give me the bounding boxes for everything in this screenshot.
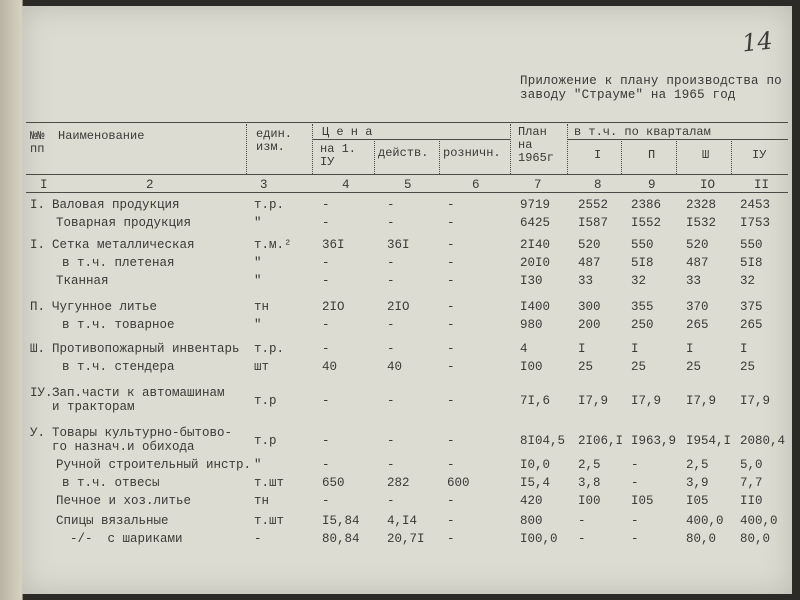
cell-item-name: Зап.части к автомашинам и тракторам (52, 386, 225, 414)
cell-quarter-2: I7,9 (631, 394, 662, 408)
cell-price-current: 282 (387, 476, 410, 490)
cell-price-on-1-iv: - (322, 318, 330, 332)
cell-quarter-4: 375 (740, 300, 763, 314)
cell-row-number: У. (30, 426, 46, 440)
column-number-7: 7 (534, 178, 542, 192)
cell-item-name: Ручной строительный инстр. (56, 458, 252, 472)
cell-quarter-4: 7,7 (740, 476, 763, 490)
cell-unit: " (254, 274, 262, 288)
document-header-note: Приложение к плану производства по заводу "Страуме" на 1965 год (520, 74, 782, 102)
cell-price-on-1-iv: - (322, 458, 330, 472)
cell-quarter-3: 487 (686, 256, 709, 270)
cell-quarter-2: 355 (631, 300, 654, 314)
cell-quarter-3: I (686, 342, 694, 356)
cell-item-name: Товары культурно-бытово- го назнач.и обихода (52, 426, 233, 454)
cell-price-on-1-iv: - (322, 494, 330, 508)
table-top-rule (26, 122, 788, 123)
cell-price-retail: - (447, 360, 455, 374)
cell-row-number: Ш. (30, 342, 46, 356)
cell-price-on-1-iv: - (322, 216, 330, 230)
cell-item-name: Товарная продукция (56, 216, 192, 230)
header-q4: IУ (752, 148, 767, 162)
cell-row-number: I. (30, 198, 46, 212)
cell-quarter-1: 2I06,I (578, 434, 624, 448)
column-number-2: 2 (146, 178, 154, 192)
cell-quarter-2: - (631, 514, 639, 528)
divider-price-2 (374, 141, 375, 174)
cell-quarter-4: 5I8 (740, 256, 763, 270)
cell-plan-1965: 800 (520, 514, 543, 528)
header-plan: План на 1965г (518, 125, 555, 165)
cell-quarter-1: 2,5 (578, 458, 601, 472)
cell-quarter-1: I587 (578, 216, 609, 230)
divider-q2 (621, 141, 622, 174)
cell-quarter-4: 2080,4 (740, 434, 786, 448)
cell-price-current: - (387, 198, 395, 212)
cell-price-current: 4,I4 (387, 514, 418, 528)
cell-price-on-1-iv: - (322, 198, 330, 212)
cell-plan-1965: 9719 (520, 198, 551, 212)
cell-quarter-1: 520 (578, 238, 601, 252)
cell-quarter-4: I (740, 342, 748, 356)
cell-quarter-3: 2328 (686, 198, 717, 212)
cell-quarter-2: I (631, 342, 639, 356)
divider-quarters (567, 124, 568, 174)
cell-quarter-2: - (631, 532, 639, 546)
cell-quarter-3: 520 (686, 238, 709, 252)
divider-q4 (731, 141, 732, 174)
cell-quarter-1: 25 (578, 360, 594, 374)
cell-quarter-1: I00 (578, 494, 601, 508)
cell-quarter-1: I (578, 342, 586, 356)
quarters-group-rule (567, 139, 788, 140)
cell-item-name: Противопожарный инвентарь (52, 342, 240, 356)
cell-plan-1965: I00 (520, 360, 543, 374)
cell-quarter-1: 200 (578, 318, 601, 332)
divider-price (312, 124, 313, 174)
cell-unit: - (254, 532, 262, 546)
header-price-1: на 1. IУ (320, 142, 357, 169)
cell-price-retail: - (447, 394, 455, 408)
cell-price-retail: - (447, 434, 455, 448)
cell-plan-1965: I5,4 (520, 476, 551, 490)
cell-item-name: Чугунное литье (52, 300, 158, 314)
column-number-1: I (40, 178, 48, 192)
header-no: №№ пп (30, 129, 45, 156)
cell-row-number: П. (30, 300, 46, 314)
document-page (22, 6, 792, 594)
table-header-rule (26, 174, 788, 175)
cell-quarter-1: 3,8 (578, 476, 601, 490)
cell-row-number: I. (30, 238, 46, 252)
cell-price-retail: - (447, 274, 455, 288)
cell-price-current: 36I (387, 238, 410, 252)
cell-price-current: - (387, 494, 395, 508)
cell-quarter-1: - (578, 532, 586, 546)
cell-item-name: Печное и хоз.литье (56, 494, 192, 508)
cell-plan-1965: 7I,6 (520, 394, 551, 408)
cell-plan-1965: I30 (520, 274, 543, 288)
cell-quarter-3: I05 (686, 494, 709, 508)
cell-quarter-3: 3,9 (686, 476, 709, 490)
cell-unit: т.р. (254, 198, 285, 212)
cell-plan-1965: 2I40 (520, 238, 551, 252)
cell-quarter-1: 487 (578, 256, 601, 270)
cell-price-current: - (387, 274, 395, 288)
cell-price-on-1-iv: 80,84 (322, 532, 360, 546)
cell-price-current: - (387, 458, 395, 472)
cell-price-current: 20,7I (387, 532, 425, 546)
cell-price-on-1-iv: 650 (322, 476, 345, 490)
cell-quarter-3: 370 (686, 300, 709, 314)
cell-unit: " (254, 216, 262, 230)
cell-unit: тн (254, 494, 270, 508)
cell-quarter-4: 80,0 (740, 532, 771, 546)
cell-quarter-4: I753 (740, 216, 771, 230)
cell-price-retail: - (447, 198, 455, 212)
cell-price-retail: - (447, 532, 455, 546)
cell-price-current: - (387, 216, 395, 230)
cell-unit: тн (254, 300, 270, 314)
cell-price-current: 40 (387, 360, 403, 374)
header-price-group: Ц е н а (322, 125, 373, 139)
cell-price-on-1-iv: - (322, 274, 330, 288)
cell-price-current: - (387, 394, 395, 408)
cell-quarter-1: - (578, 514, 586, 528)
cell-price-current: - (387, 434, 395, 448)
cell-quarter-1: 300 (578, 300, 601, 314)
book-binding (0, 0, 23, 600)
cell-quarter-2: 5I8 (631, 256, 654, 270)
cell-price-current: - (387, 318, 395, 332)
cell-price-retail: - (447, 216, 455, 230)
cell-quarter-1: 33 (578, 274, 594, 288)
cell-price-retail: 600 (447, 476, 470, 490)
column-number-3: 3 (260, 178, 268, 192)
cell-quarter-4: 5,0 (740, 458, 763, 472)
cell-unit: " (254, 458, 262, 472)
price-group-rule (312, 139, 510, 140)
divider-unit (246, 124, 247, 174)
cell-quarter-4: 550 (740, 238, 763, 252)
cell-price-on-1-iv: 40 (322, 360, 338, 374)
cell-unit: " (254, 256, 262, 270)
column-number-9: 9 (648, 178, 656, 192)
cell-item-name: в т.ч. товарное (62, 318, 175, 332)
cell-quarter-2: 250 (631, 318, 654, 332)
cell-price-on-1-iv: 36I (322, 238, 345, 252)
cell-plan-1965: 420 (520, 494, 543, 508)
column-number-6: 6 (472, 178, 480, 192)
cell-quarter-3: 265 (686, 318, 709, 332)
column-number-11: II (754, 178, 770, 192)
cell-price-retail: - (447, 514, 455, 528)
column-number-5: 5 (404, 178, 412, 192)
divider-q3 (676, 141, 677, 174)
cell-quarter-3: 400,0 (686, 514, 724, 528)
cell-quarter-4: 400,0 (740, 514, 778, 528)
cell-quarter-2: 25 (631, 360, 647, 374)
cell-item-name: Сетка металлическая (52, 238, 195, 252)
cell-plan-1965: 4 (520, 342, 528, 356)
divider-plan (510, 124, 511, 174)
cell-price-retail: - (447, 318, 455, 332)
cell-plan-1965: I00,0 (520, 532, 558, 546)
cell-row-number: IУ. (30, 386, 53, 400)
page-number: 14 (740, 26, 774, 58)
cell-quarter-3: I954,I (686, 434, 732, 448)
cell-item-name: Валовая продукция (52, 198, 180, 212)
cell-quarter-3: 25 (686, 360, 702, 374)
cell-item-name: Тканная (56, 274, 109, 288)
cell-quarter-2: I963,9 (631, 434, 677, 448)
cell-quarter-3: 33 (686, 274, 702, 288)
column-number-8: 8 (594, 178, 602, 192)
cell-quarter-2: 550 (631, 238, 654, 252)
cell-plan-1965: 8I04,5 (520, 434, 566, 448)
cell-plan-1965: 20I0 (520, 256, 551, 270)
cell-unit: " (254, 318, 262, 332)
header-name: Наименование (58, 129, 145, 143)
header-price-3: розничн. (443, 146, 501, 160)
header-q2: П (648, 148, 656, 162)
cell-quarter-4: 25 (740, 360, 756, 374)
column-number-4: 4 (342, 178, 350, 192)
cell-unit: т.р. (254, 342, 285, 356)
cell-quarter-4: I7,9 (740, 394, 771, 408)
cell-item-name: в т.ч. стендера (62, 360, 175, 374)
cell-unit: т.шт (254, 514, 285, 528)
cell-quarter-2: 2386 (631, 198, 662, 212)
cell-price-retail: - (447, 256, 455, 270)
header-price-2: действ. (378, 146, 429, 160)
header-quarters-group: в т.ч. по кварталам (574, 125, 711, 139)
cell-item-name: -/- с шариками (70, 532, 183, 546)
cell-price-retail: - (447, 300, 455, 314)
cell-price-retail: - (447, 238, 455, 252)
cell-quarter-4: 32 (740, 274, 756, 288)
header-q1: I (594, 148, 602, 162)
cell-price-on-1-iv: - (322, 342, 330, 356)
cell-quarter-4: 2453 (740, 198, 771, 212)
cell-unit: шт (254, 360, 270, 374)
cell-quarter-1: 2552 (578, 198, 609, 212)
cell-quarter-4: II0 (740, 494, 763, 508)
cell-quarter-3: 2,5 (686, 458, 709, 472)
divider-price-3 (439, 141, 440, 174)
cell-quarter-3: I7,9 (686, 394, 717, 408)
cell-quarter-1: I7,9 (578, 394, 609, 408)
cell-quarter-2: I552 (631, 216, 662, 230)
cell-price-on-1-iv: - (322, 394, 330, 408)
column-number-10: IO (700, 178, 716, 192)
cell-price-retail: - (447, 342, 455, 356)
cell-price-on-1-iv: - (322, 256, 330, 270)
cell-quarter-2: I05 (631, 494, 654, 508)
cell-quarter-2: 32 (631, 274, 647, 288)
cell-unit: т.р (254, 434, 277, 448)
cell-item-name: в т.ч. отвесы (62, 476, 160, 490)
cell-quarter-3: 80,0 (686, 532, 717, 546)
cell-price-current: 2IO (387, 300, 410, 314)
cell-unit: т.р (254, 394, 277, 408)
cell-price-retail: - (447, 494, 455, 508)
cell-item-name: в т.ч. плетеная (62, 256, 175, 270)
column-number-rule (26, 192, 788, 193)
cell-price-on-1-iv: - (322, 434, 330, 448)
cell-plan-1965: I0,0 (520, 458, 551, 472)
cell-price-current: - (387, 342, 395, 356)
cell-quarter-2: - (631, 476, 639, 490)
cell-plan-1965: I400 (520, 300, 551, 314)
cell-price-on-1-iv: I5,84 (322, 514, 360, 528)
cell-plan-1965: 6425 (520, 216, 551, 230)
cell-price-current: - (387, 256, 395, 270)
cell-plan-1965: 980 (520, 318, 543, 332)
cell-quarter-3: I532 (686, 216, 717, 230)
cell-quarter-4: 265 (740, 318, 763, 332)
cell-price-on-1-iv: 2IO (322, 300, 345, 314)
cell-quarter-2: - (631, 458, 639, 472)
cell-item-name: Спицы вязальные (56, 514, 169, 528)
header-unit: един. изм. (256, 127, 293, 154)
cell-unit: т.шт (254, 476, 285, 490)
cell-unit: т.м.² (254, 238, 292, 252)
cell-price-retail: - (447, 458, 455, 472)
header-q3: Ш (702, 148, 710, 162)
